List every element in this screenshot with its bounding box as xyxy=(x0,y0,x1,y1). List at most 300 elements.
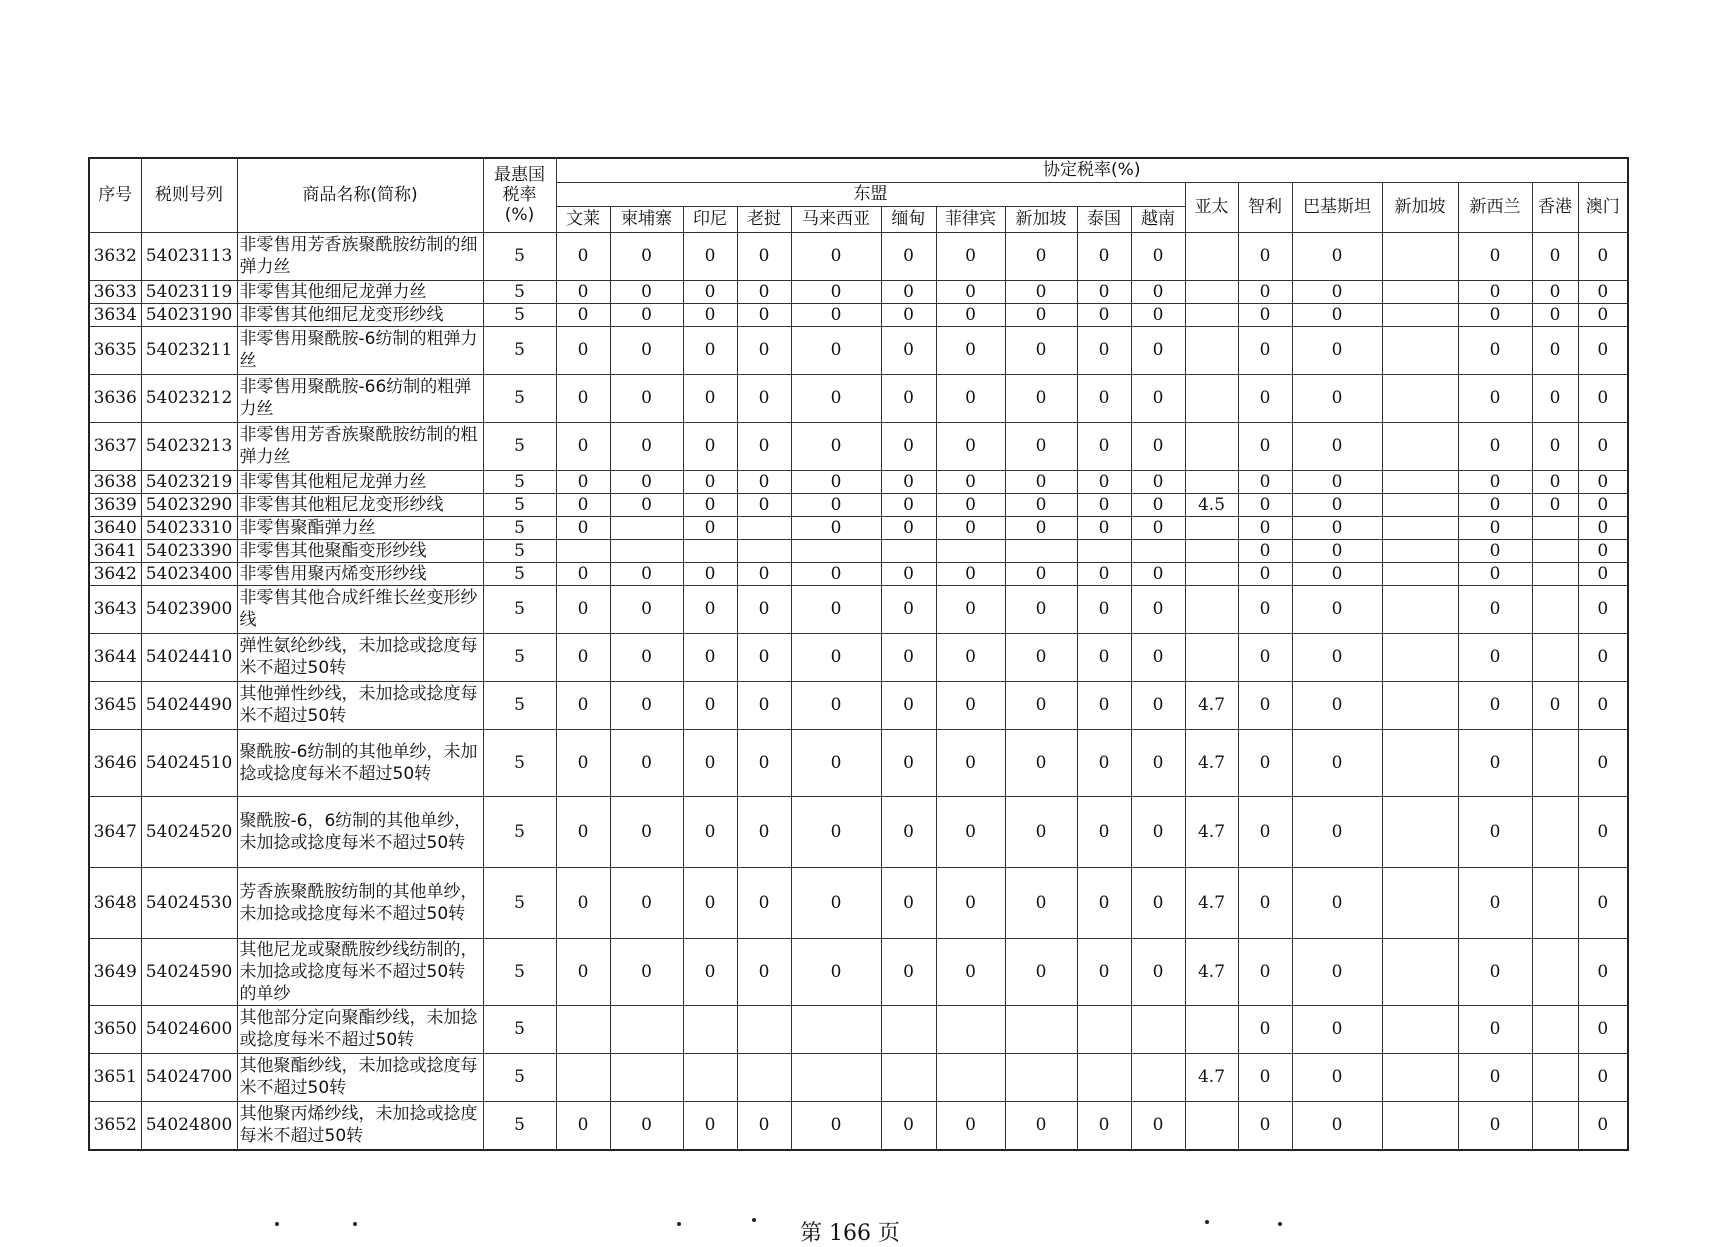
rate-cell: 0 xyxy=(683,326,737,374)
rate-cell: 0 xyxy=(936,562,1005,585)
rate-cell: 0 xyxy=(1131,516,1185,539)
rate-cell: 0 xyxy=(1292,729,1382,796)
rate-cell: 0 xyxy=(737,422,791,470)
rate-cell: 0 xyxy=(683,303,737,326)
rate-cell xyxy=(1532,867,1578,938)
mfn-cell: 5 xyxy=(483,516,556,539)
rate-cell: 0 xyxy=(1292,867,1382,938)
rate-cell: 0 xyxy=(1077,374,1131,422)
rate-cell: 0 xyxy=(936,493,1005,516)
rate-cell: 0 xyxy=(1131,422,1185,470)
rate-cell: 0 xyxy=(1077,516,1131,539)
rate-cell: 0 xyxy=(881,470,936,493)
rate-cell: 0 xyxy=(1458,938,1532,1005)
rate-cell: 0 xyxy=(1131,562,1185,585)
rate-cell: 0 xyxy=(1578,1005,1628,1053)
header-asean-member: 越南 xyxy=(1131,206,1185,232)
rate-cell: 0 xyxy=(1005,796,1077,867)
rate-cell: 0 xyxy=(556,1101,610,1150)
mfn-cell: 5 xyxy=(483,326,556,374)
rate-cell: 0 xyxy=(556,681,610,729)
rate-cell: 0 xyxy=(1005,729,1077,796)
rate-cell: 0 xyxy=(1005,326,1077,374)
header-other: 新西兰 xyxy=(1458,182,1532,232)
rate-cell: 0 xyxy=(881,374,936,422)
rate-cell: 0 xyxy=(610,326,683,374)
rate-cell xyxy=(1532,796,1578,867)
page-number: 第 166 页 xyxy=(800,1221,900,1246)
rate-cell: 0 xyxy=(1077,729,1131,796)
seq-cell: 3651 xyxy=(89,1053,141,1101)
table-row xyxy=(89,938,1628,1005)
name-cell: 非零售其他粗尼龙弹力丝 xyxy=(237,470,483,493)
rate-cell: 0 xyxy=(737,938,791,1005)
rate-cell: 0 xyxy=(1005,633,1077,681)
header-asean-member: 菲律宾 xyxy=(936,206,1005,232)
mfn-cell: 5 xyxy=(483,374,556,422)
rate-cell: 0 xyxy=(1292,1053,1382,1101)
rate-cell: 0 xyxy=(610,681,683,729)
header-asean-member: 泰国 xyxy=(1077,206,1131,232)
rate-cell xyxy=(1185,539,1238,562)
rate-cell: 0 xyxy=(1458,562,1532,585)
mfn-cell: 5 xyxy=(483,232,556,280)
rate-cell: 0 xyxy=(1292,470,1382,493)
rate-cell: 0 xyxy=(737,493,791,516)
rate-cell: 0 xyxy=(1077,422,1131,470)
rate-cell xyxy=(1382,938,1458,1005)
rate-cell: 0 xyxy=(1005,681,1077,729)
rate-cell xyxy=(1532,938,1578,1005)
table-row xyxy=(89,1053,1628,1101)
rate-cell xyxy=(791,539,881,562)
rate-cell: 0 xyxy=(683,280,737,303)
rate-cell: 0 xyxy=(1458,729,1532,796)
seq-cell: 3640 xyxy=(89,516,141,539)
rate-cell: 0 xyxy=(683,633,737,681)
rate-cell: 0 xyxy=(683,562,737,585)
rate-cell xyxy=(1382,633,1458,681)
rate-cell: 0 xyxy=(1077,232,1131,280)
mfn-cell: 5 xyxy=(483,562,556,585)
code-cell: 54023390 xyxy=(141,539,237,562)
rate-cell: 0 xyxy=(1005,1101,1077,1150)
rate-cell: 0 xyxy=(1238,633,1292,681)
rate-cell: 0 xyxy=(556,633,610,681)
rate-cell: 0 xyxy=(1458,539,1532,562)
rate-cell xyxy=(1185,562,1238,585)
rate-cell: 0 xyxy=(1458,280,1532,303)
mfn-cell: 5 xyxy=(483,303,556,326)
code-cell: 54023219 xyxy=(141,470,237,493)
rate-cell: 0 xyxy=(610,493,683,516)
rate-cell: 0 xyxy=(737,470,791,493)
rate-cell: 0 xyxy=(1077,1101,1131,1150)
rate-cell: 0 xyxy=(1077,867,1131,938)
rate-cell: 0 xyxy=(791,303,881,326)
mfn-cell: 5 xyxy=(483,422,556,470)
rate-cell: 0 xyxy=(791,326,881,374)
rate-cell: 0 xyxy=(1005,493,1077,516)
rate-cell: 0 xyxy=(1292,493,1382,516)
code-cell: 54023213 xyxy=(141,422,237,470)
rate-cell: 0 xyxy=(1238,470,1292,493)
rate-cell: 0 xyxy=(1578,585,1628,633)
seq-cell: 3644 xyxy=(89,633,141,681)
rate-cell: 0 xyxy=(1077,585,1131,633)
rate-cell: 0 xyxy=(556,562,610,585)
header-asean: 东盟 xyxy=(556,182,1185,206)
rate-cell: 0 xyxy=(791,232,881,280)
rate-cell xyxy=(1185,470,1238,493)
name-cell: 非零售其他聚酯变形纱线 xyxy=(237,539,483,562)
rate-cell: 0 xyxy=(791,374,881,422)
rate-cell: 0 xyxy=(1005,470,1077,493)
name-cell: 其他聚丙烯纱线，未加捻或捻度每米不超过50转 xyxy=(237,1101,483,1150)
rate-cell: 0 xyxy=(737,303,791,326)
rate-cell: 0 xyxy=(881,232,936,280)
name-cell: 非零售其他合成纤维长丝变形纱线 xyxy=(237,585,483,633)
rate-cell: 0 xyxy=(1005,867,1077,938)
mfn-cell: 5 xyxy=(483,729,556,796)
rate-cell: 0 xyxy=(1077,326,1131,374)
rate-cell xyxy=(936,1053,1005,1101)
rate-cell xyxy=(1382,681,1458,729)
name-cell: 非零售用芳香族聚酰胺纺制的细弹力丝 xyxy=(237,232,483,280)
header-asean-member: 柬埔寨 xyxy=(610,206,683,232)
rate-cell: 0 xyxy=(881,938,936,1005)
rate-cell: 0 xyxy=(610,470,683,493)
rate-cell: 0 xyxy=(936,1101,1005,1150)
rate-cell: 0 xyxy=(1077,562,1131,585)
code-cell: 54024520 xyxy=(141,796,237,867)
rate-cell xyxy=(556,539,610,562)
rate-cell xyxy=(1382,470,1458,493)
rate-cell: 0 xyxy=(1005,585,1077,633)
rate-cell: 0 xyxy=(881,516,936,539)
rate-cell xyxy=(737,1005,791,1053)
table-row xyxy=(89,280,1628,303)
rate-cell: 0 xyxy=(1578,562,1628,585)
table-row xyxy=(89,303,1628,326)
mfn-cell: 5 xyxy=(483,493,556,516)
mfn-cell: 5 xyxy=(483,867,556,938)
rate-cell: 0 xyxy=(1077,796,1131,867)
rate-cell: 0 xyxy=(1578,470,1628,493)
rate-cell: 0 xyxy=(1458,493,1532,516)
rate-cell: 0 xyxy=(936,796,1005,867)
rate-cell: 0 xyxy=(737,562,791,585)
rate-cell: 0 xyxy=(737,729,791,796)
rate-cell: 0 xyxy=(1131,681,1185,729)
seq-cell: 3635 xyxy=(89,326,141,374)
rate-cell: 0 xyxy=(683,422,737,470)
code-cell: 54023310 xyxy=(141,516,237,539)
rate-cell xyxy=(1532,1053,1578,1101)
rate-cell xyxy=(610,1005,683,1053)
rate-cell xyxy=(1382,867,1458,938)
rate-cell: 0 xyxy=(936,280,1005,303)
name-cell: 非零售用芳香族聚酰胺纺制的粗弹力丝 xyxy=(237,422,483,470)
rate-cell: 0 xyxy=(1077,493,1131,516)
rate-cell: 0 xyxy=(1077,303,1131,326)
rate-cell: 4.5 xyxy=(1185,493,1238,516)
rate-cell xyxy=(610,516,683,539)
rate-cell: 0 xyxy=(936,633,1005,681)
header-name: 商品名称(简称) xyxy=(237,158,483,232)
rate-cell: 4.7 xyxy=(1185,938,1238,1005)
seq-cell: 3633 xyxy=(89,280,141,303)
rate-cell xyxy=(737,539,791,562)
rate-cell: 0 xyxy=(1077,938,1131,1005)
rate-cell xyxy=(1131,1005,1185,1053)
rate-cell: 0 xyxy=(881,633,936,681)
rate-cell xyxy=(1185,280,1238,303)
name-cell: 非零售聚酯弹力丝 xyxy=(237,516,483,539)
rate-cell: 0 xyxy=(1238,232,1292,280)
rate-cell: 4.7 xyxy=(1185,681,1238,729)
rate-cell: 0 xyxy=(1131,796,1185,867)
rate-cell: 0 xyxy=(1578,303,1628,326)
rate-cell: 0 xyxy=(1292,326,1382,374)
rate-cell: 0 xyxy=(936,232,1005,280)
table-row xyxy=(89,326,1628,374)
rate-cell xyxy=(683,539,737,562)
rate-cell: 0 xyxy=(936,303,1005,326)
rate-cell: 0 xyxy=(1532,232,1578,280)
rate-cell: 0 xyxy=(791,938,881,1005)
rate-cell xyxy=(1382,516,1458,539)
rate-cell: 0 xyxy=(1238,1053,1292,1101)
header-other: 澳门 xyxy=(1578,182,1628,232)
rate-cell xyxy=(1382,374,1458,422)
rate-cell: 0 xyxy=(791,633,881,681)
rate-cell xyxy=(683,1053,737,1101)
rate-cell: 4.7 xyxy=(1185,729,1238,796)
rate-cell: 0 xyxy=(1005,938,1077,1005)
tariff-table xyxy=(88,157,1629,1151)
rate-cell: 0 xyxy=(1458,796,1532,867)
code-cell: 54024800 xyxy=(141,1101,237,1150)
rate-cell: 0 xyxy=(1131,1101,1185,1150)
rate-cell: 0 xyxy=(1578,422,1628,470)
rate-cell: 0 xyxy=(1238,539,1292,562)
rate-cell: 0 xyxy=(936,516,1005,539)
rate-cell: 0 xyxy=(791,562,881,585)
rate-cell: 0 xyxy=(1292,280,1382,303)
rate-cell: 0 xyxy=(1578,1053,1628,1101)
table-row xyxy=(89,562,1628,585)
seq-cell: 3643 xyxy=(89,585,141,633)
name-cell: 非零售其他细尼龙弹力丝 xyxy=(237,280,483,303)
rate-cell: 0 xyxy=(936,585,1005,633)
rate-cell: 0 xyxy=(683,585,737,633)
rate-cell: 0 xyxy=(936,729,1005,796)
rate-cell: 0 xyxy=(936,422,1005,470)
rate-cell: 0 xyxy=(881,585,936,633)
rate-cell: 0 xyxy=(737,796,791,867)
rate-cell: 0 xyxy=(1458,1101,1532,1150)
rate-cell xyxy=(881,1005,936,1053)
name-cell: 其他弹性纱线，未加捻或捻度每米不超过50转 xyxy=(237,681,483,729)
rate-cell: 0 xyxy=(1005,516,1077,539)
rate-cell: 0 xyxy=(1292,585,1382,633)
rate-cell: 0 xyxy=(610,729,683,796)
rate-cell: 0 xyxy=(1292,516,1382,539)
code-cell: 54023212 xyxy=(141,374,237,422)
seq-cell: 3639 xyxy=(89,493,141,516)
header-seq: 序号 xyxy=(89,158,141,232)
rate-cell: 0 xyxy=(1077,280,1131,303)
rate-cell xyxy=(1382,585,1458,633)
rate-cell: 0 xyxy=(1131,729,1185,796)
rate-cell: 0 xyxy=(1292,539,1382,562)
rate-cell: 0 xyxy=(610,585,683,633)
header-asean-member: 马来西亚 xyxy=(791,206,881,232)
code-cell: 54023113 xyxy=(141,232,237,280)
rate-cell: 0 xyxy=(1578,280,1628,303)
rate-cell: 0 xyxy=(610,280,683,303)
rate-cell: 0 xyxy=(881,493,936,516)
rate-cell: 0 xyxy=(1578,232,1628,280)
seq-cell: 3634 xyxy=(89,303,141,326)
rate-cell: 0 xyxy=(610,938,683,1005)
name-cell: 聚酰胺-6纺制的其他单纱，未加捻或捻度每米不超过50转 xyxy=(237,729,483,796)
rate-cell: 0 xyxy=(1458,516,1532,539)
rate-cell: 0 xyxy=(556,729,610,796)
rate-cell: 0 xyxy=(1578,681,1628,729)
rate-cell xyxy=(1077,1053,1131,1101)
rate-cell: 0 xyxy=(556,867,610,938)
table-row xyxy=(89,729,1628,796)
rate-cell xyxy=(1532,562,1578,585)
rate-cell: 0 xyxy=(1238,422,1292,470)
header-code: 税则号列 xyxy=(141,158,237,232)
rate-cell xyxy=(1532,729,1578,796)
table-row xyxy=(89,633,1628,681)
rate-cell: 0 xyxy=(1458,633,1532,681)
rate-cell: 0 xyxy=(683,1101,737,1150)
mfn-cell: 5 xyxy=(483,539,556,562)
rate-cell xyxy=(737,1053,791,1101)
name-cell: 非零售用聚酰胺-6纺制的粗弹力丝 xyxy=(237,326,483,374)
rate-cell: 0 xyxy=(1292,1005,1382,1053)
seq-cell: 3649 xyxy=(89,938,141,1005)
rate-cell: 0 xyxy=(1131,867,1185,938)
rate-cell: 0 xyxy=(1005,374,1077,422)
rate-cell: 0 xyxy=(683,516,737,539)
rate-cell xyxy=(1185,516,1238,539)
rate-cell: 4.7 xyxy=(1185,867,1238,938)
seq-cell: 3652 xyxy=(89,1101,141,1150)
seq-cell: 3648 xyxy=(89,867,141,938)
rate-cell: 0 xyxy=(1238,938,1292,1005)
rate-cell: 0 xyxy=(1238,585,1292,633)
seq-cell: 3638 xyxy=(89,470,141,493)
rate-cell: 0 xyxy=(791,470,881,493)
rate-cell xyxy=(1532,585,1578,633)
rate-cell: 0 xyxy=(683,374,737,422)
scan-speck xyxy=(353,1222,357,1226)
table-row xyxy=(89,493,1628,516)
rate-cell: 0 xyxy=(1458,585,1532,633)
code-cell: 54023211 xyxy=(141,326,237,374)
rate-cell: 0 xyxy=(1292,374,1382,422)
rate-cell: 0 xyxy=(881,796,936,867)
rate-cell: 0 xyxy=(556,470,610,493)
rate-cell xyxy=(1077,539,1131,562)
rate-cell: 0 xyxy=(737,232,791,280)
scan-speck xyxy=(1278,1222,1282,1226)
rate-cell xyxy=(1382,562,1458,585)
rate-cell xyxy=(1185,303,1238,326)
rate-cell: 0 xyxy=(1458,232,1532,280)
rate-cell: 0 xyxy=(610,303,683,326)
code-cell: 54023190 xyxy=(141,303,237,326)
rate-cell: 0 xyxy=(556,422,610,470)
rate-cell: 0 xyxy=(1578,539,1628,562)
rate-cell: 0 xyxy=(610,562,683,585)
code-cell: 54024510 xyxy=(141,729,237,796)
seq-cell: 3647 xyxy=(89,796,141,867)
rate-cell xyxy=(1532,539,1578,562)
rate-cell: 0 xyxy=(881,280,936,303)
rate-cell: 0 xyxy=(683,470,737,493)
rate-cell: 0 xyxy=(1131,633,1185,681)
mfn-cell: 5 xyxy=(483,1053,556,1101)
rate-cell: 0 xyxy=(1238,516,1292,539)
rate-cell xyxy=(737,516,791,539)
rate-cell: 0 xyxy=(791,493,881,516)
rate-cell: 0 xyxy=(1578,729,1628,796)
rate-cell: 0 xyxy=(683,232,737,280)
rate-cell: 0 xyxy=(683,493,737,516)
rate-cell: 0 xyxy=(1131,303,1185,326)
header-asean-member: 缅甸 xyxy=(881,206,936,232)
rate-cell xyxy=(1131,1053,1185,1101)
rate-cell: 0 xyxy=(1131,374,1185,422)
rate-cell xyxy=(1185,326,1238,374)
rate-cell: 0 xyxy=(610,796,683,867)
code-cell: 54024490 xyxy=(141,681,237,729)
mfn-cell: 5 xyxy=(483,796,556,867)
rate-cell: 0 xyxy=(556,938,610,1005)
code-cell: 54024410 xyxy=(141,633,237,681)
rate-cell: 0 xyxy=(791,422,881,470)
rate-cell: 0 xyxy=(1458,470,1532,493)
rate-cell: 0 xyxy=(1238,867,1292,938)
rate-cell: 0 xyxy=(683,681,737,729)
name-cell: 非零售其他粗尼龙变形纱线 xyxy=(237,493,483,516)
rate-cell xyxy=(791,1005,881,1053)
rate-cell: 0 xyxy=(936,470,1005,493)
code-cell: 54023119 xyxy=(141,280,237,303)
mfn-cell: 5 xyxy=(483,280,556,303)
scan-speck xyxy=(275,1222,279,1226)
rate-cell: 0 xyxy=(791,280,881,303)
rate-cell xyxy=(1131,539,1185,562)
rate-cell: 0 xyxy=(1005,562,1077,585)
rate-cell: 0 xyxy=(1458,303,1532,326)
rate-cell xyxy=(610,1053,683,1101)
rate-cell: 0 xyxy=(1532,470,1578,493)
rate-cell: 0 xyxy=(1532,374,1578,422)
rate-cell: 0 xyxy=(1131,280,1185,303)
rate-cell xyxy=(556,1005,610,1053)
header-other: 香港 xyxy=(1532,182,1578,232)
rate-cell: 0 xyxy=(936,374,1005,422)
seq-cell: 3637 xyxy=(89,422,141,470)
